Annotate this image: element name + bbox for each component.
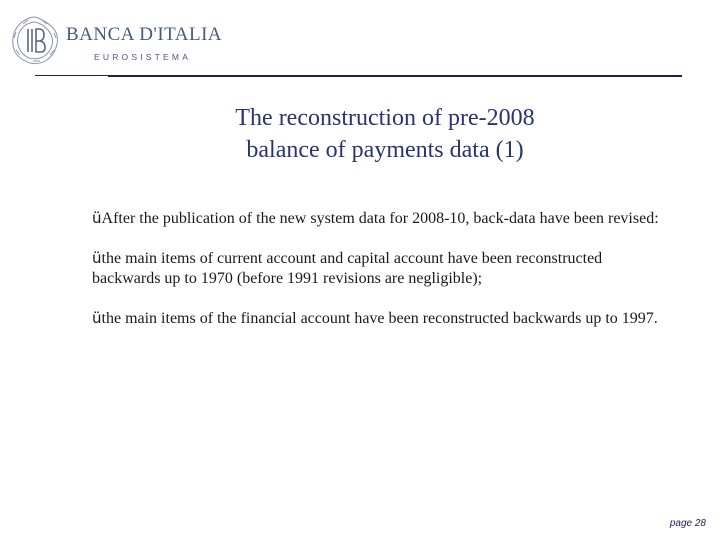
checkmark-icon: ü bbox=[92, 249, 102, 267]
bullet-text: the main items of current account and capital account have been reconstructed backwards up to 1970 (before 1991 revisions are negligible); bbox=[92, 250, 603, 287]
bullet-text: After the publication of the new system data for 2008-10, back-data have been revised: bbox=[101, 210, 659, 227]
logo-name: BANCA D'ITALIA bbox=[66, 24, 223, 45]
header-rule-thin bbox=[35, 75, 110, 76]
header-rule bbox=[108, 75, 682, 77]
banca-ditalia-logo bbox=[10, 10, 230, 70]
slide-body bbox=[92, 208, 672, 348]
bullet-item bbox=[92, 248, 672, 289]
bullet-item bbox=[92, 308, 672, 329]
bank-emblem-icon bbox=[10, 14, 60, 66]
slide-title-line1: The reconstruction of pre-2008 bbox=[235, 105, 535, 131]
logo-subtitle: EUROSISTEMA bbox=[94, 52, 192, 62]
slide-title-line2: balance of payments data (1) bbox=[246, 137, 524, 163]
page-number: page 28 bbox=[669, 518, 706, 529]
checkmark-icon: ü bbox=[92, 309, 102, 327]
bullet-text: the main items of the financial account have been reconstructed backwards up to 1997. bbox=[101, 310, 658, 327]
bullet-item bbox=[92, 208, 672, 229]
checkmark-icon: ü bbox=[92, 209, 102, 227]
slide-title bbox=[0, 102, 720, 166]
